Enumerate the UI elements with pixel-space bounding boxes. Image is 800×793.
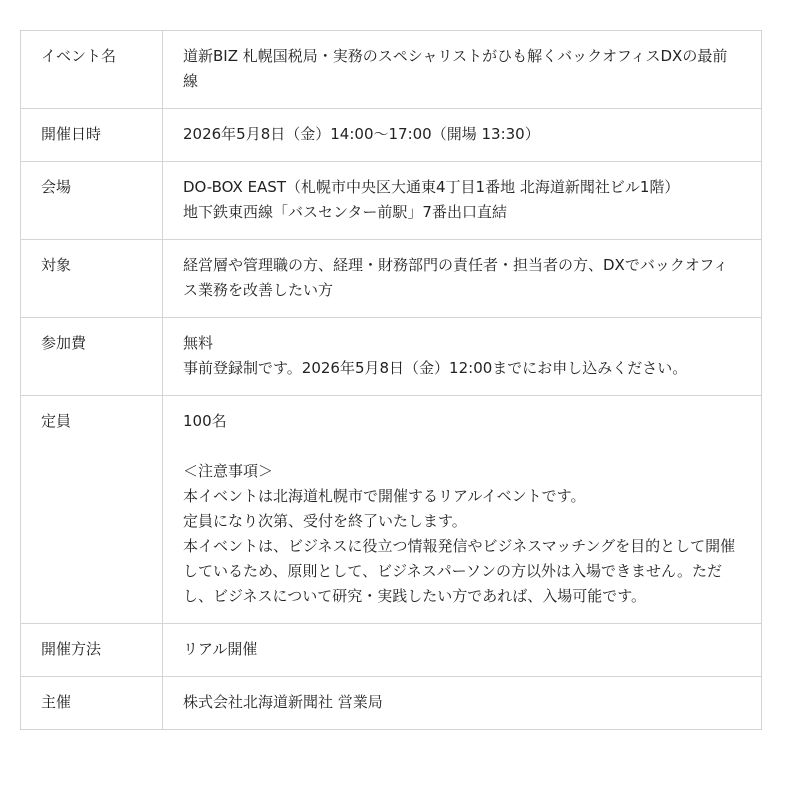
row-label: 開催日時 [21,109,163,162]
organizer-text: 株式会社北海道新聞社 営業局 [183,693,383,711]
row-value [163,31,762,109]
spacer [183,434,737,459]
row-fee [21,318,762,396]
venue-access-text: 地下鉄東西線「バスセンター前駅」7番出口直結 [183,203,507,221]
event-info-table [20,30,762,730]
row-date-time [21,109,762,162]
row-label: 対象 [21,240,163,318]
notes-heading: ＜注意事項＞ [183,462,274,480]
row-value [163,240,762,318]
note-item: 本イベントは北海道札幌市で開催するリアルイベントです。 [183,487,586,505]
row-label: 定員 [21,396,163,624]
row-capacity [21,396,762,624]
row-format [21,624,762,677]
target-audience-text: 経営層や管理職の方、経理・財務部門の責任者・担当者の方、DXでバックオフィス業務を改善したい方 [183,256,729,299]
row-label: イベント名 [21,31,163,109]
row-event-name [21,31,762,109]
fee-text: 無料 [183,334,214,352]
row-venue [21,162,762,240]
capacity-text: 100名 [183,412,227,430]
row-label: 主催 [21,677,163,730]
date-time-text: 2026年5月8日（金）14:00～17:00（開場 13:30） [183,125,540,143]
venue-address-text: DO-BOX EAST（札幌市中央区大通東4丁目1番地 北海道新聞社ビル1階） [183,178,680,196]
format-text: リアル開催 [183,640,258,658]
row-target-audience [21,240,762,318]
row-value [163,109,762,162]
registration-note-text: 事前登録制です。2026年5月8日（金）12:00までにお申し込みください。 [183,359,688,377]
row-label: 開催方法 [21,624,163,677]
row-organizer [21,677,762,730]
note-item: 定員になり次第、受付を終了いたします。 [183,512,467,530]
row-value [163,396,762,624]
row-value [163,677,762,730]
row-value [163,162,762,240]
row-label: 参加費 [21,318,163,396]
row-value [163,318,762,396]
event-name-text: 道新BIZ 札幌国税局・実務のスペシャリストがひも解くバックオフィスDXの最前線 [183,47,728,90]
note-item: 本イベントは、ビジネスに役立つ情報発信やビジネスマッチングを目的として開催しているため、原則として、ビジネスパーソンの方以外は入場できません。ただし、ビジネスについて研究・実践したい方であれば、入場可能です。 [183,537,736,605]
row-value [163,624,762,677]
row-label: 会場 [21,162,163,240]
